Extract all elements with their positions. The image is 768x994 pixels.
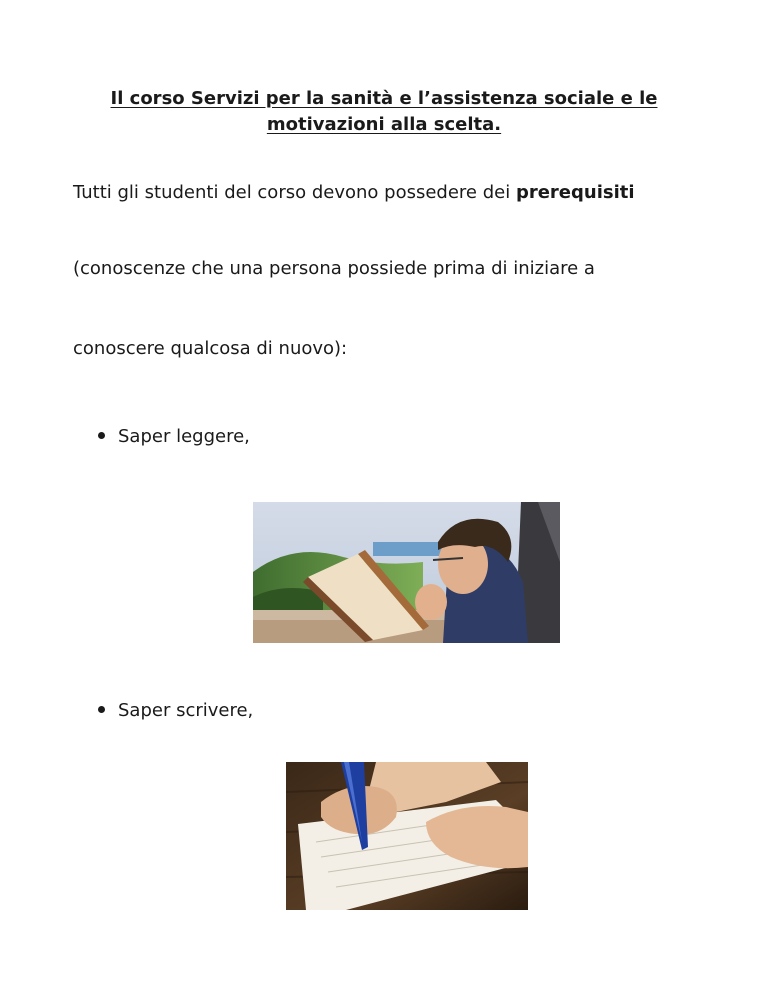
bullet-dot-icon [98,432,105,439]
paragraph-text: Tutti gli studenti del corso devono possedere dei [73,182,516,203]
bullet-item-reading [98,426,250,447]
paragraph-line-3: conoscere qualcosa di nuovo): [73,338,348,359]
paragraph-line-1 [73,182,635,203]
prerequisiti-keyword: prerequisiti [515,182,635,203]
page-title: Il corso Servizi per la sanità e l’assistenza sociale e le motivazioni alla scelta. [110,88,658,135]
bullet-dot-icon [98,706,105,713]
writing-hands-image [286,762,528,910]
bullet-label: Saper scrivere, [118,700,254,721]
paragraph-line-2: (conoscenze che una persona possiede prima di iniziare a [73,258,595,279]
reading-man-image [253,502,560,643]
bullet-label: Saper leggere, [118,426,250,447]
bullet-item-writing [98,700,253,721]
